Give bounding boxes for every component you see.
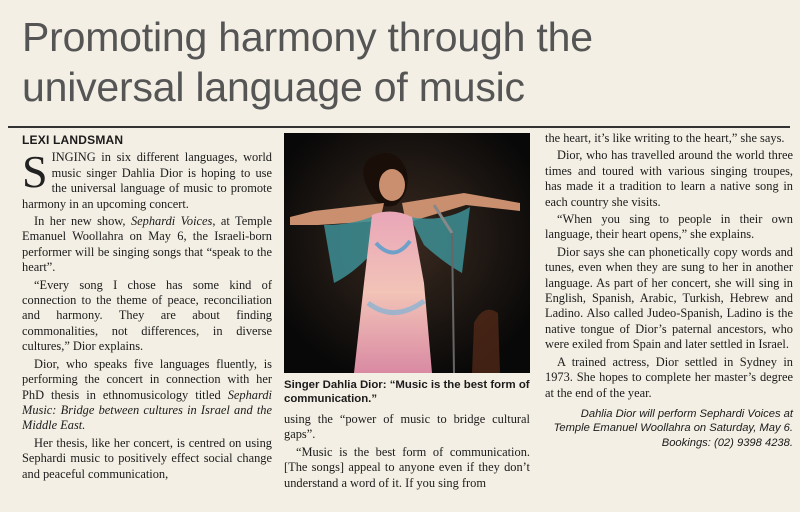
article-column-3 <box>545 131 793 450</box>
paragraph: “Music is the best form of communication. [The songs] appeal to anyone even if they don’t understand a word of it. If you sing from <box>284 444 530 490</box>
paragraph: Dior, who speaks five languages fluently, is performing the concert in connection with her PhD thesis in ethnomusicology titled Sephardi Music: Bridge between cultures in Israel and the Middle East. <box>22 356 272 433</box>
headline-divider <box>8 126 790 128</box>
article-headline <box>22 12 782 112</box>
paragraph: A trained actress, Dior settled in Sydney in 1973. She hopes to complete her master’s degree at the end of the year. <box>545 354 793 400</box>
paragraph: using the “power of music to bridge cultural gaps”. <box>284 412 530 442</box>
drop-cap: S <box>22 146 48 198</box>
byline: LEXI LANDSMAN <box>22 133 124 147</box>
paragraph: Dior says she can phonetically copy words and tunes, even when they are sung to her in another language. As part of her concert, she will sing in English, Spanish, Arabic, Turkish, Hebrew and Ladino. Also called Judeo-Spanish, Ladino is the native tongue of Dior’s paternal ancestors, who were exiled from Spain and later settled in Israel. <box>545 244 793 352</box>
paragraph: Dior, who has travelled around the world three times and toured with various singing troupes, has made it a tradition to learn a native song in each country she visits. <box>545 148 793 209</box>
singer-illustration <box>284 133 530 373</box>
show-title: Sephardi Voices <box>130 214 213 229</box>
paragraph: In her new show, Sephardi Voices, at Temple Emanuel Woollahra on May 6, the Israeli-born performer will be singing songs that “speak to the heart”. <box>22 214 272 275</box>
event-note-line: Bookings: (02) 9398 4238. <box>661 436 793 449</box>
paragraph: the heart, it’s like writing to the heart,” she says. <box>545 131 785 145</box>
headline-line-1: Promoting harmony through the <box>22 14 593 60</box>
article-column-1 <box>22 133 272 484</box>
paragraph: Her thesis, like her concert, is centred on using Sephardi music to positively effect social change and peaceful communication, <box>22 435 272 481</box>
paragraph: “Every song I chose has some kind of connection to the theme of peace, reconciliation and harmony. They are about finding commonalities, not differences, in diverse cultures,” Dior explains. <box>22 277 272 354</box>
event-note <box>545 407 793 451</box>
article-column-2 <box>284 412 530 493</box>
photo-caption: Singer Dahlia Dior: “Music is the best form of communication.” <box>284 379 530 405</box>
headline-line-2: universal language of music <box>22 64 525 110</box>
event-note-line: Temple Emanuel Woollahra on Saturday, May 6. <box>553 422 793 435</box>
lead-paragraph <box>22 146 272 212</box>
lead-text: INGING in six different languages, world music singer Dahlia Dior is hoping to use the universal language of music to promote harmony in an upcoming concert. <box>22 150 272 211</box>
thesis-title: Sephardi Music: Bridge between cultures in Israel and the Middle East. <box>22 387 272 433</box>
paragraph: “When you sing to people in their own language, their heart opens,” she explains. <box>545 212 793 242</box>
singer-photo <box>284 133 530 373</box>
event-note-line: Dahlia Dior will perform Sephardi Voices at <box>580 407 793 420</box>
